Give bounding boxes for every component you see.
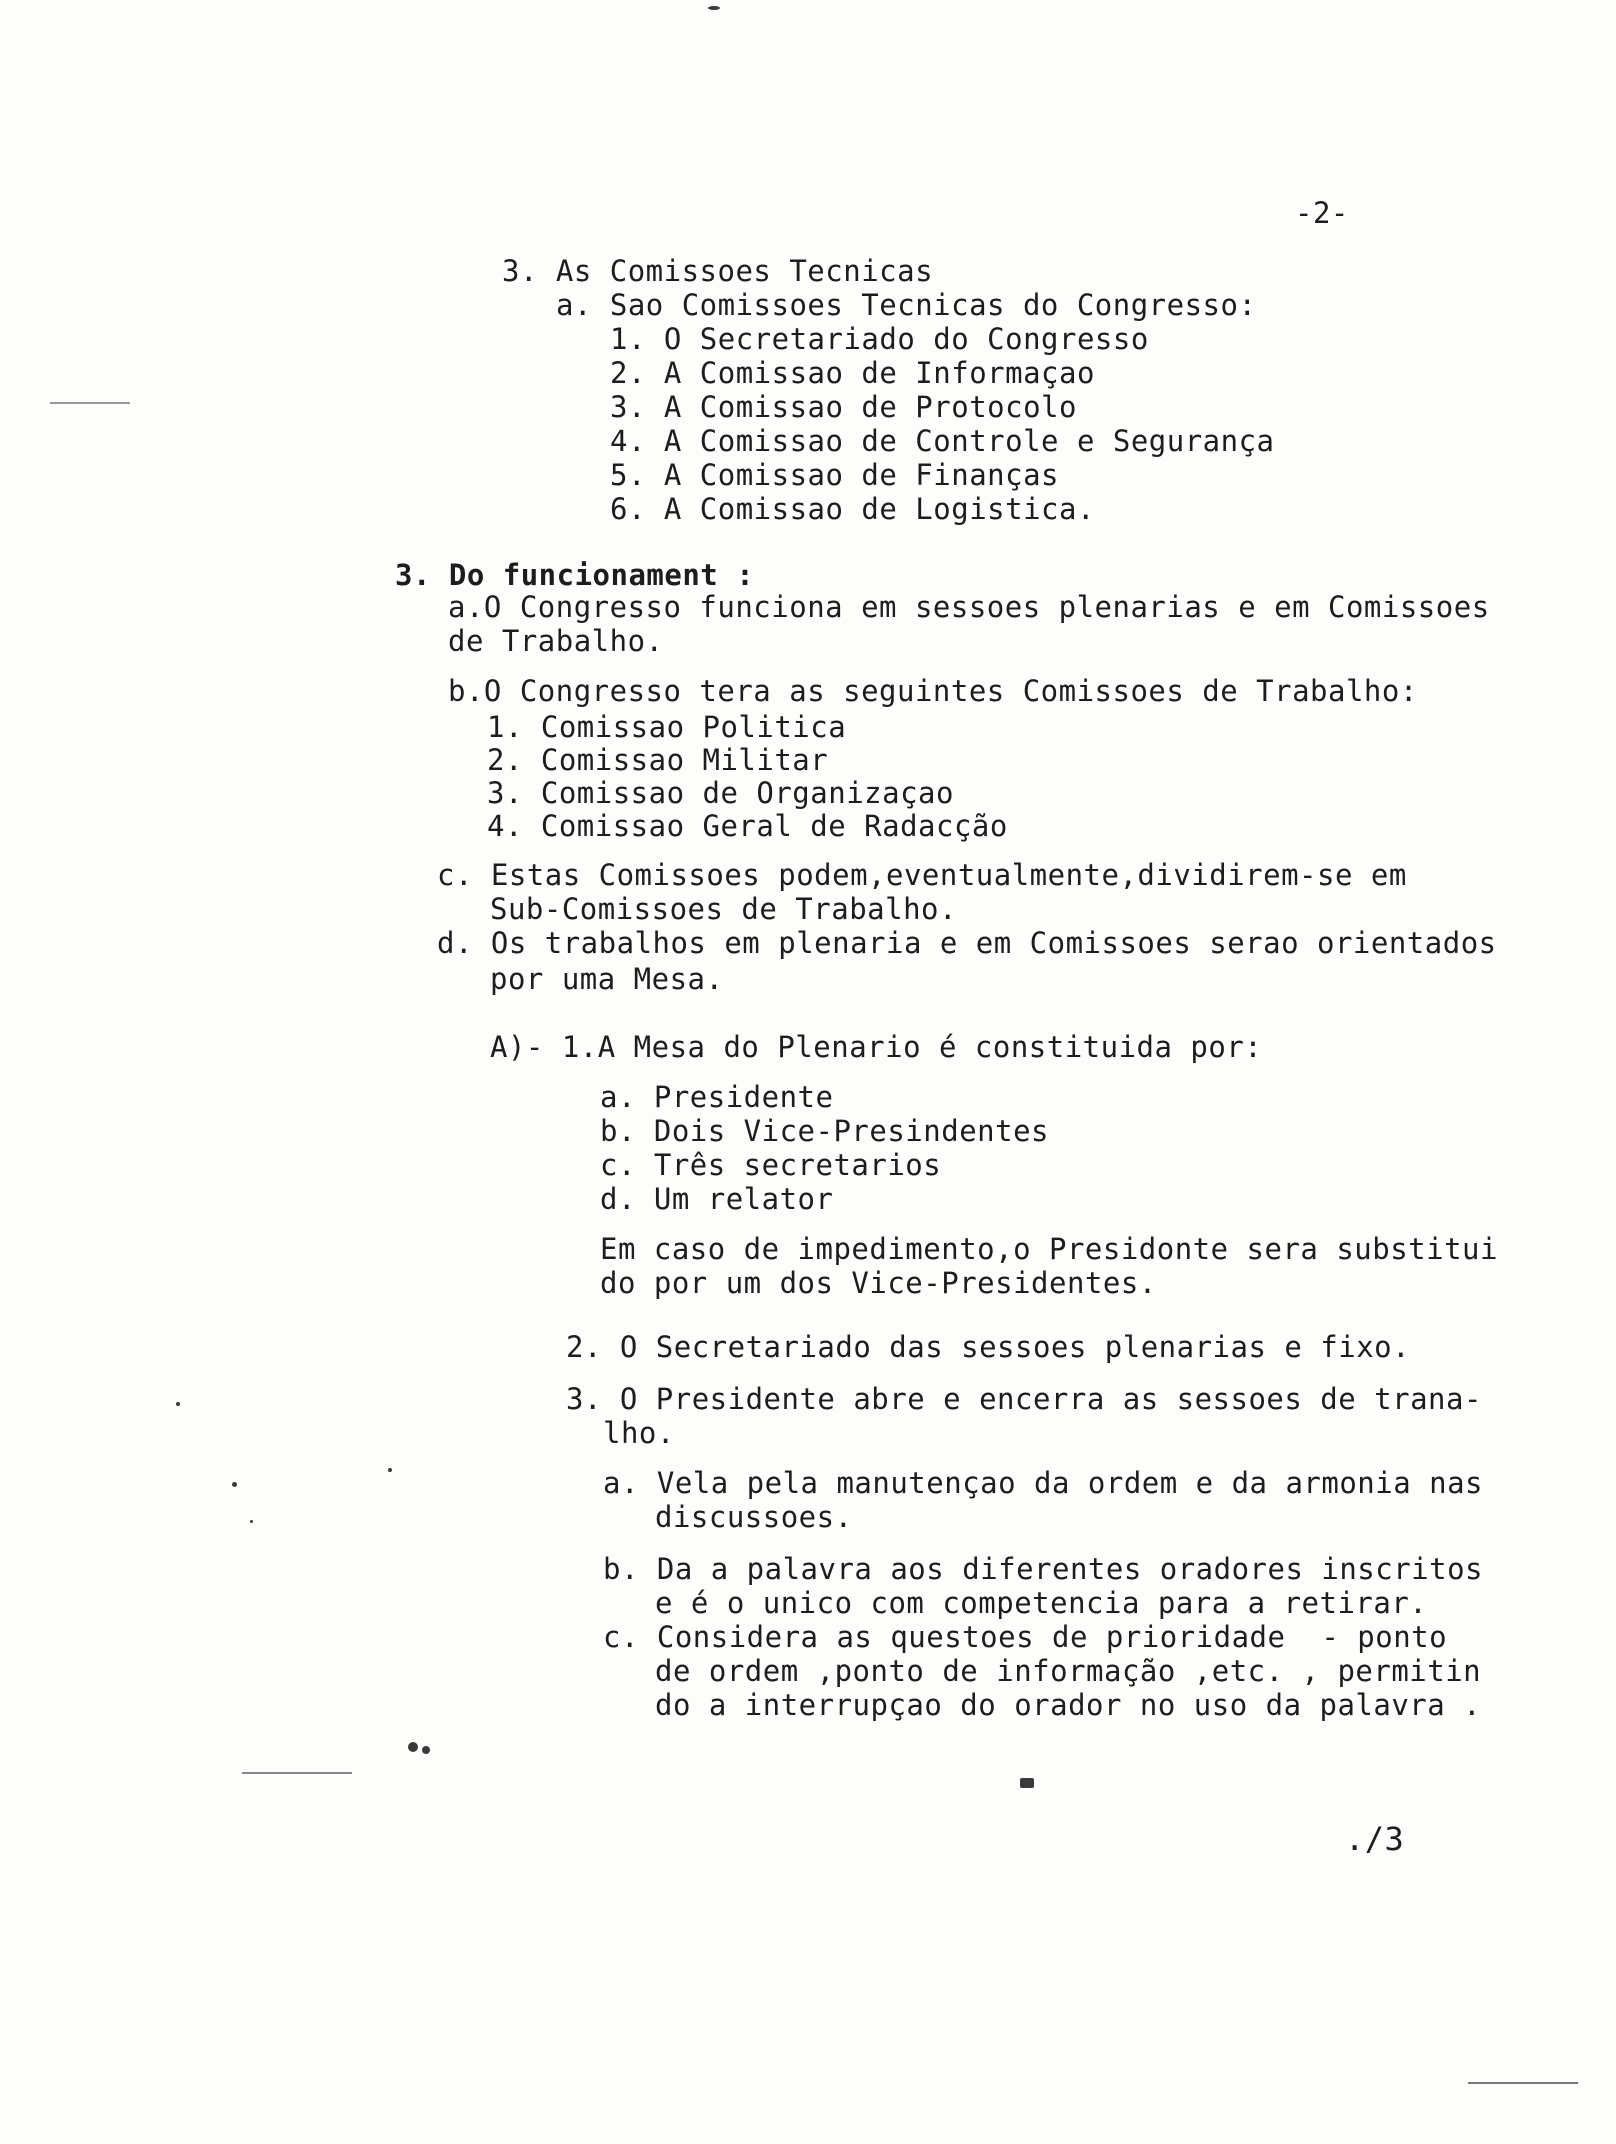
paragraph-b-line: b.O Congresso tera as seguintes Comissoes de Trabalho:	[448, 674, 1418, 708]
list-item: c. Três secretarios	[600, 1148, 942, 1182]
paragraph-a-line: de Trabalho.	[448, 624, 664, 658]
list-item: 3. Comissao de Organizaçao	[487, 776, 954, 810]
continuation-marker: ./3	[1345, 1820, 1405, 1858]
paragraph-d-line: por uma Mesa.	[490, 962, 724, 996]
mesa-heading: A)- 1.A Mesa do Plenario é constituida por:	[490, 1030, 1263, 1064]
list-item: b. Dois Vice-Presindentes	[600, 1114, 1049, 1148]
list-item: a. Presidente	[600, 1080, 834, 1114]
scan-speck	[176, 1402, 180, 1406]
mesa-sub-a-line: a. Vela pela manutençao da ordem e da armonia nas	[603, 1466, 1484, 1500]
mesa-sub-a-line: discussoes.	[655, 1500, 853, 1534]
scan-speck	[408, 1742, 418, 1752]
scan-speck	[232, 1482, 237, 1487]
page-number: -2-	[1295, 196, 1349, 230]
paragraph-a-line: a.O Congresso funciona em sessoes plenarias e em Comissoes	[448, 590, 1490, 624]
paragraph-c-line: c. Estas Comissoes podem,eventualmente,dividirem-se em	[437, 858, 1407, 892]
list-item: 1. Comissao Politica	[487, 710, 847, 744]
section-heading-funcionamento: 3. Do funcionament :	[395, 558, 755, 592]
list-item: d. Um relator	[600, 1182, 834, 1216]
list-item: 3. A Comissao de Protocolo	[610, 390, 1077, 424]
mesa-item-2: 2. O Secretariado das sessoes plenarias e fixo.	[566, 1330, 1411, 1364]
mesa-sub-c-line: c. Considera as questoes de prioridade - ponto	[603, 1620, 1448, 1654]
mesa-sub-c-line: de ordem ,ponto de informação ,etc. , permitin	[655, 1654, 1482, 1688]
comissoes-tecnicas-intro: a. Sao Comissoes Tecnicas do Congresso:	[556, 288, 1257, 322]
list-item: 4. A Comissao de Controle e Segurança	[610, 424, 1275, 458]
list-item: 2. A Comissao de Informaçao	[610, 356, 1095, 390]
list-item: 2. Comissao Militar	[487, 743, 829, 777]
scan-mark	[242, 1772, 352, 1774]
list-item: 5. A Comissao de Finanças	[610, 458, 1059, 492]
scan-speck	[708, 6, 720, 10]
mesa-note-line: do por um dos Vice-Presidentes.	[600, 1266, 1157, 1300]
mesa-item-3-line: 3. O Presidente abre e encerra as sessoes de trana-	[566, 1382, 1482, 1416]
mesa-item-3-line: lho.	[603, 1416, 675, 1450]
section-heading-comissoes-tecnicas: 3. As Comissoes Tecnicas	[502, 254, 934, 288]
scan-mark	[1468, 2082, 1578, 2084]
scan-mark	[50, 402, 130, 404]
list-item: 1. O Secretariado do Congresso	[610, 322, 1149, 356]
list-item: 6. A Comissao de Logistica.	[610, 492, 1095, 526]
scan-speck	[388, 1468, 392, 1472]
paragraph-d-line: d. Os trabalhos em plenaria e em Comissoes serao orientados	[437, 926, 1497, 960]
paragraph-c-line: Sub-Comissoes de Trabalho.	[490, 892, 957, 926]
scan-speck	[422, 1746, 430, 1754]
mesa-sub-c-line: do a interrupçao do orador no uso da palavra .	[655, 1688, 1482, 1722]
scan-speck	[250, 1520, 253, 1523]
mesa-sub-b-line: e é o unico com competencia para a retirar.	[655, 1586, 1428, 1620]
mesa-note-line: Em caso de impedimento,o Presidonte sera substitui	[600, 1232, 1498, 1266]
scan-speck	[1020, 1778, 1034, 1788]
mesa-sub-b-line: b. Da a palavra aos diferentes oradores inscritos	[603, 1552, 1484, 1586]
list-item: 4. Comissao Geral de Radacção	[487, 809, 1008, 843]
